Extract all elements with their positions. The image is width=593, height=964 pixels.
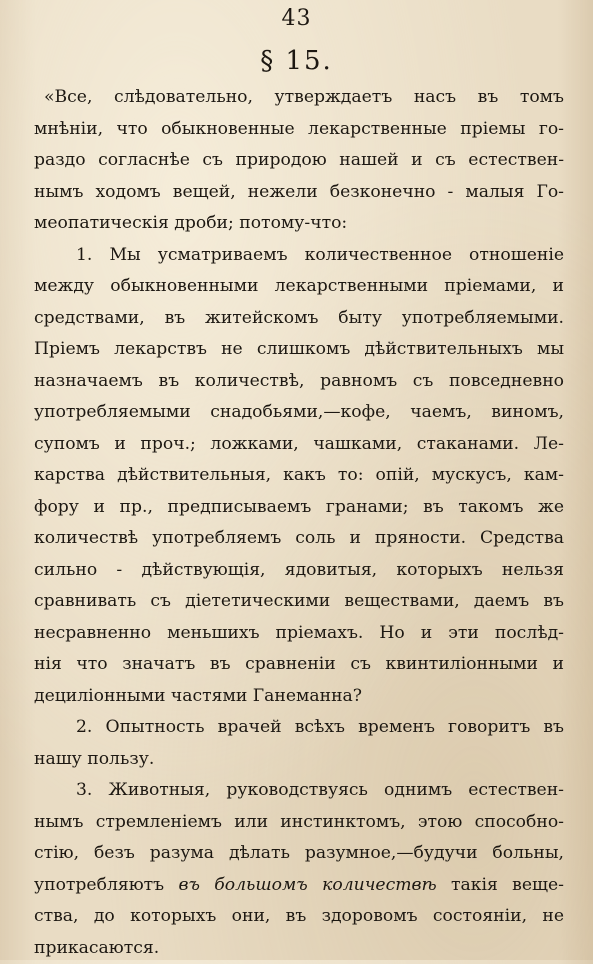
text-line: Пріемъ лекарствъ не слишкомъ дѣйствительныхъ мы <box>34 334 564 366</box>
text-line: мнѣніи, что обыкновенные лекарственные пріемы го- <box>34 114 564 146</box>
page-number: 43 <box>0 6 593 31</box>
text-line: нашу пользу. <box>34 744 564 776</box>
italic-phrase: въ большомъ количествѣ <box>178 875 436 895</box>
text-line: карства дѣйствительныя, какъ то: опій, мускусъ, кам- <box>34 460 564 492</box>
text-line: 3. Животныя, руководствуясь однимъ естествен- <box>34 775 564 807</box>
text-line: супомъ и проч.; ложками, чашками, стаканами. Ле- <box>34 429 564 461</box>
paragraph <box>34 82 564 240</box>
text-line: сравнивать съ діететическими веществами, даемъ въ <box>34 586 564 618</box>
text-line: прикасаются. <box>34 933 564 964</box>
section-heading: § 15. <box>0 46 593 76</box>
text-line: меопатическія дроби; потому-что: <box>34 208 564 240</box>
text-line: употребляютъ въ большомъ количествѣ такія веще- <box>34 870 564 902</box>
text-line: ства, до которыхъ они, въ здоровомъ состояніи, не <box>34 901 564 933</box>
text-line: нымъ стремленіемъ или инстинктомъ, этою способно- <box>34 807 564 839</box>
text-line: между обыкновенными лекарственными пріемами, и <box>34 271 564 303</box>
text-line: 1. Мы усматриваемъ количественное отношеніе <box>34 240 564 272</box>
text-line: сильно - дѣйствующія, ядовитыя, которыхъ нельзя <box>34 555 564 587</box>
paragraph <box>34 775 564 964</box>
text-line: 2. Опытность врачей всѣхъ временъ говоритъ въ <box>34 712 564 744</box>
text-line: стію, безъ разума дѣлать разумное,—будучи больны, <box>34 838 564 870</box>
body-text <box>34 82 564 964</box>
text-line: нія что значатъ въ сравненіи съ квинтиліонными и <box>34 649 564 681</box>
text-line: раздо согласнѣе съ природою нашей и съ естествен- <box>34 145 564 177</box>
text-line: количествѣ употребляемъ соль и пряности. Средства <box>34 523 564 555</box>
text-line: «Все, слѣдовательно, утверждаетъ насъ въ томъ <box>34 82 564 114</box>
text-line: средствами, въ житейскомъ быту употребляемыми. <box>34 303 564 335</box>
text-line: употребляемыми снадобьями,—кофе, чаемъ, виномъ, <box>34 397 564 429</box>
text-line: назначаемъ въ количествѣ, равномъ съ повседневно <box>34 366 564 398</box>
text-line: дециліонными частями Ганеманна? <box>34 681 564 713</box>
paragraph <box>34 712 564 775</box>
text-line: фору и пр., предписываемъ гранами; въ такомъ же <box>34 492 564 524</box>
text-line: нымъ ходомъ вещей, нежели безконечно - малыя Го- <box>34 177 564 209</box>
text-line: несравненно меньшихъ пріемахъ. Но и эти послѣд- <box>34 618 564 650</box>
paragraph <box>34 240 564 713</box>
